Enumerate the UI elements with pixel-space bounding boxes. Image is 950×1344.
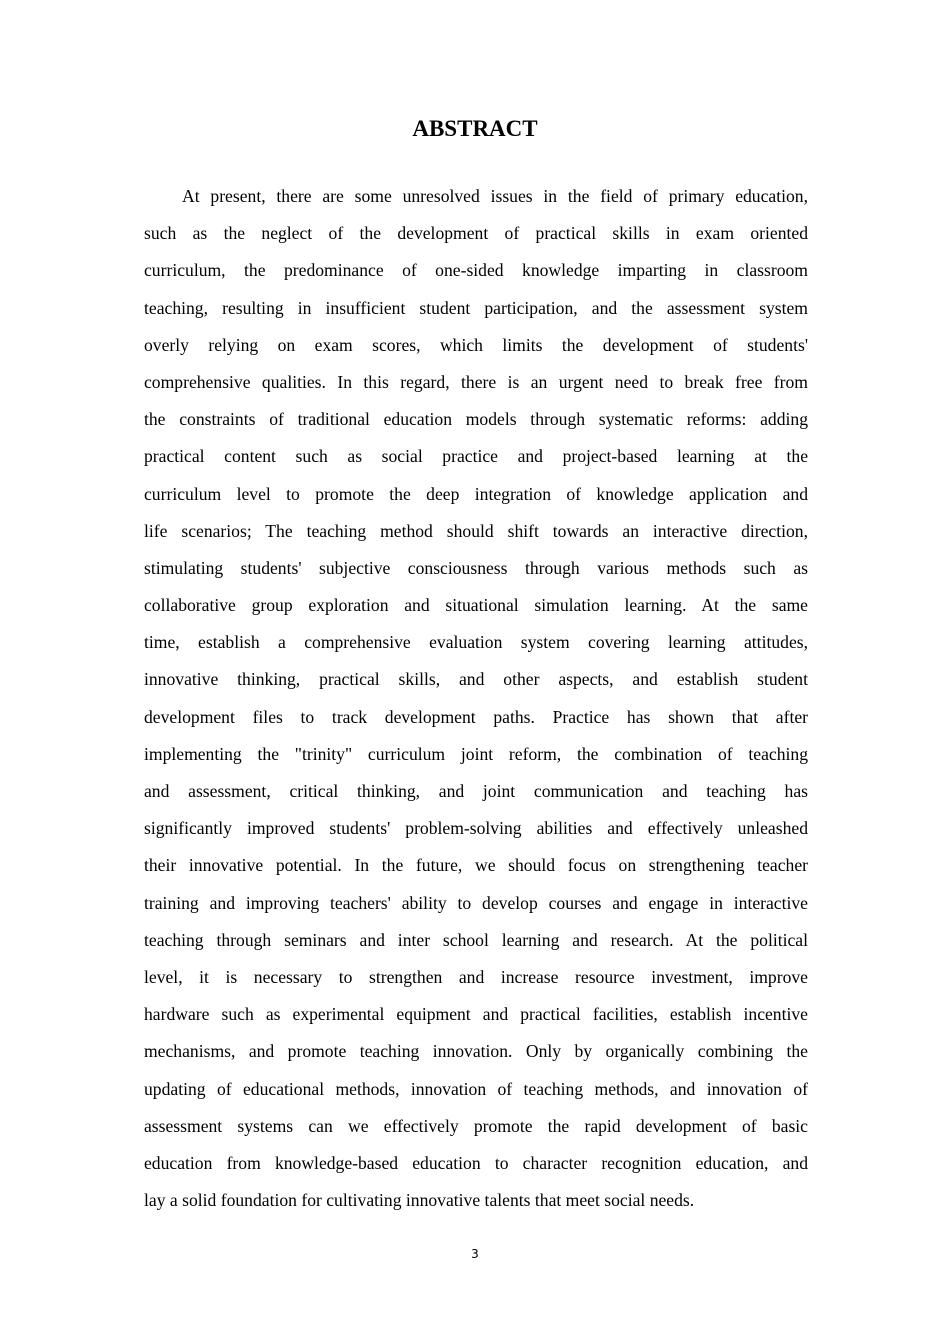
abstract-line: and assessment, critical thinking, and joint communication and teaching has — [144, 781, 808, 801]
page-title: ABSTRACT — [412, 116, 538, 141]
abstract-line: such as the neglect of the development of practical skills in exam oriented — [144, 223, 808, 244]
abstract-line: their innovative potential. In the future, we should focus on strengthening teacher — [144, 855, 808, 876]
abstract-line: the constraints of traditional education models through systematic reforms: adding — [144, 409, 808, 430]
abstract-line: curriculum level to promote the deep integration of knowledge application and — [144, 483, 808, 504]
abstract-line: training and improving teachers' ability to develop courses and engage in interactive — [144, 892, 808, 913]
abstract-line: life scenarios; The teaching method should shift towards an interactive direction, — [144, 520, 808, 541]
abstract-line: teaching through seminars and inter school learning and research. At the political — [144, 929, 808, 950]
page-number: 3 — [471, 1247, 479, 1261]
abstract-line: updating of educational methods, innovation of teaching methods, and innovation of — [144, 1078, 808, 1099]
abstract-line: education from knowledge-based education to character recognition education, and — [144, 1152, 808, 1173]
abstract-line: implementing the "trinity" curriculum joint reform, the combination of teaching — [144, 743, 808, 764]
abstract-line: practical content such as social practice and project-based learning at the — [144, 446, 808, 467]
abstract-line: collaborative group exploration and situational simulation learning. At the same — [144, 595, 808, 616]
abstract-line: overly relying on exam scores, which limits the development of students' — [144, 334, 808, 355]
abstract-line: development files to track development paths. Practice has shown that after — [144, 706, 808, 727]
abstract-line: assessment systems can we effectively promote the rapid development of basic — [144, 1115, 808, 1136]
abstract-line: innovative thinking, practical skills, and other aspects, and establish student — [144, 669, 808, 690]
abstract-line: stimulating students' subjective consciousness through various methods such as — [144, 557, 808, 578]
abstract-line: comprehensive qualities. In this regard, there is an urgent need to break free from — [144, 371, 808, 392]
abstract-body — [144, 184, 808, 1225]
abstract-line: level, it is necessary to strengthen and increase resource investment, improve — [144, 966, 808, 987]
abstract-line: hardware such as experimental equipment and practical facilities, establish incentive — [144, 1004, 808, 1025]
abstract-line: teaching, resulting in insufficient student participation, and the assessment system — [144, 297, 808, 318]
abstract-line: mechanisms, and promote teaching innovation. Only by organically combining the — [144, 1041, 808, 1062]
abstract-line: significantly improved students' problem-solving abilities and effectively unleashed — [144, 818, 808, 839]
abstract-line: time, establish a comprehensive evaluation system covering learning attitudes, — [144, 632, 808, 653]
abstract-line: At present, there are some unresolved issues in the field of primary education, — [182, 186, 808, 206]
abstract-line: curriculum, the predominance of one-sided knowledge imparting in classroom — [144, 260, 808, 281]
abstract-line: lay a solid foundation for cultivating innovative talents that meet social needs. — [144, 1190, 695, 1211]
